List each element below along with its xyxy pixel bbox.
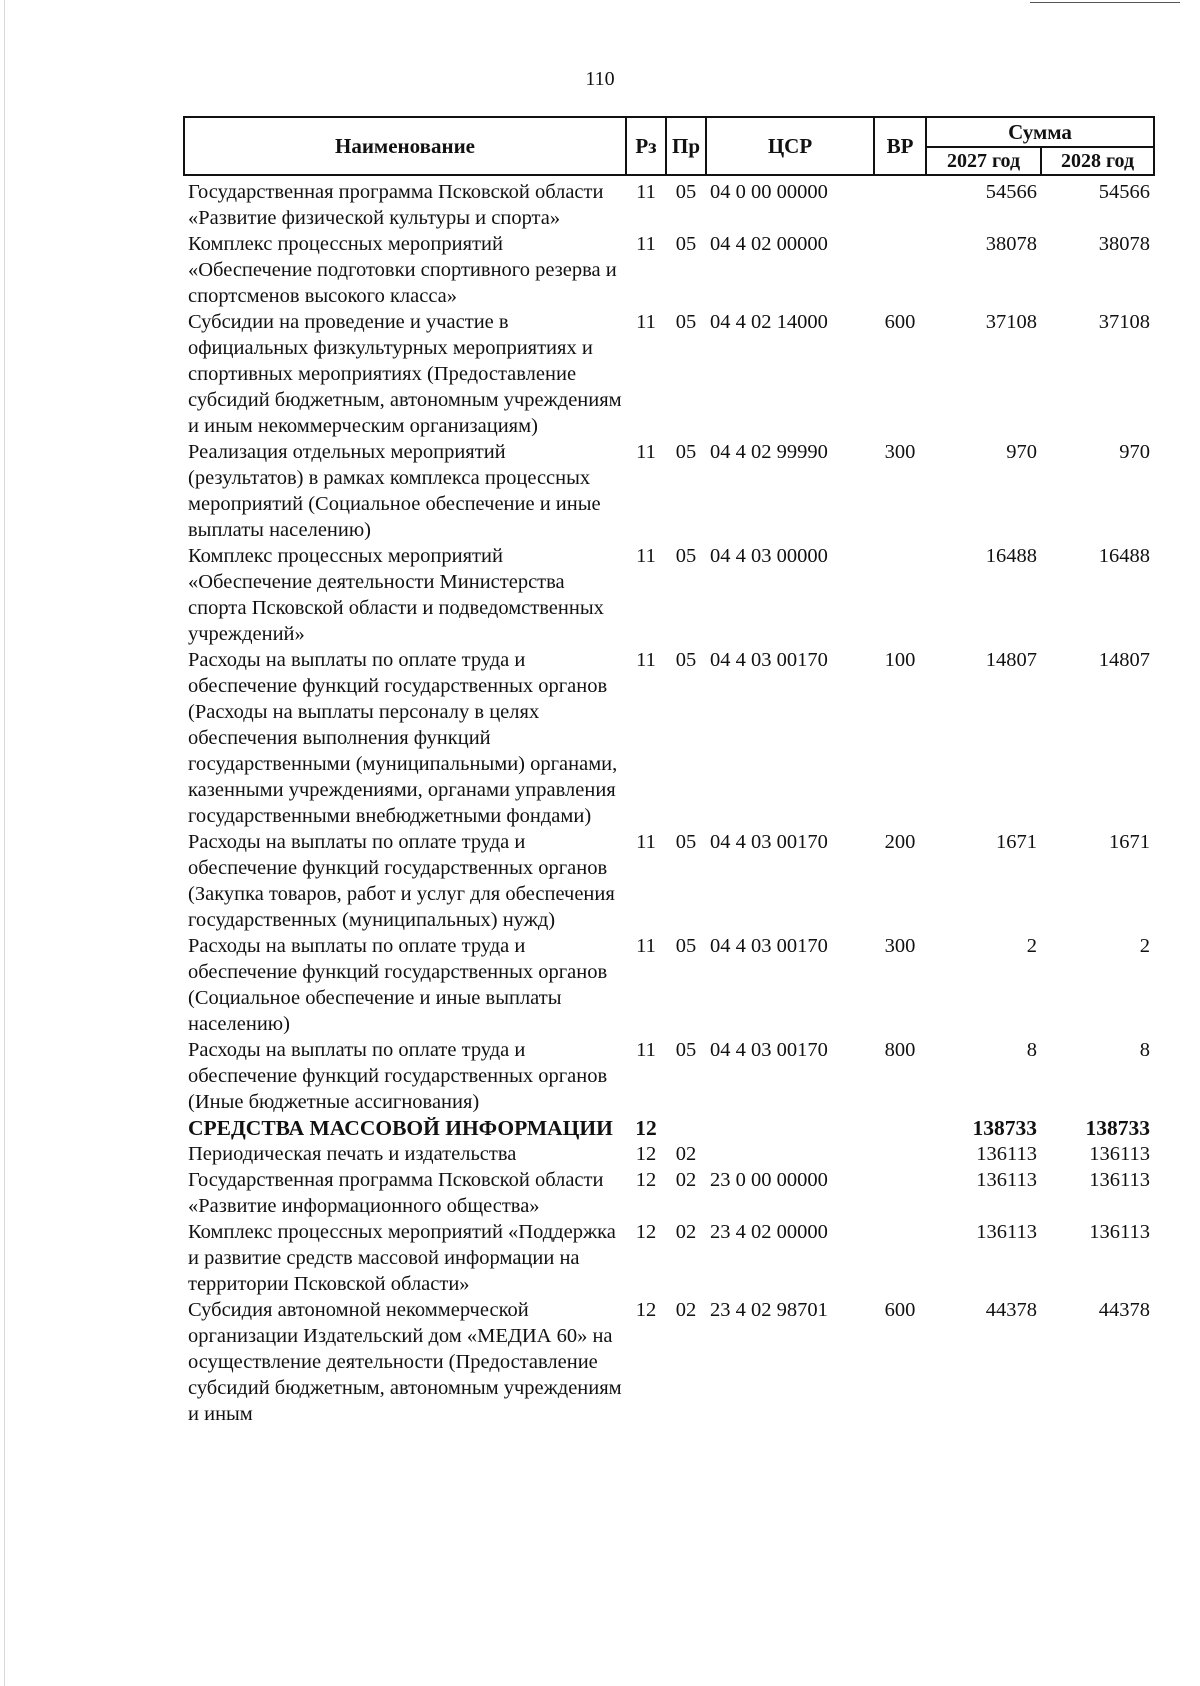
cell-pr: 02 — [675, 1299, 697, 1321]
header-year-2028: 2028 год — [1041, 147, 1154, 175]
cell-rz: 12 — [635, 1169, 657, 1191]
cell-rz: 11 — [636, 649, 656, 671]
cell-pr: 05 — [675, 545, 697, 567]
table-row — [184, 1037, 1154, 1115]
header-sum: Сумма — [926, 117, 1154, 147]
cell-name: СРЕДСТВА МАССОВОЙ ИНФОРМАЦИИ — [188, 1116, 613, 1140]
cell-name: Субсидии на проведение и участие в официальных физкультурных мероприятиях и спортивных мероприятиях (Предоставление субсидий бюджетным, автономным учреждениям и иным некоммерческим организациям) — [188, 311, 622, 437]
cell-csr — [706, 1141, 874, 1167]
header-csr: ЦСР — [706, 117, 874, 175]
cell-csr: 04 4 03 00170 — [710, 935, 828, 957]
cell-vr — [874, 231, 926, 309]
cell-rz: 12 — [635, 1143, 657, 1165]
cell-vr — [874, 1141, 926, 1167]
cell-year-2028: 54566 — [1098, 181, 1150, 203]
scan-top-line — [1030, 2, 1180, 3]
header-name: Наименование — [184, 117, 626, 175]
cell-year-2027: 136113 — [976, 1169, 1037, 1191]
cell-pr: 05 — [675, 311, 697, 333]
cell-rz: 11 — [636, 441, 656, 463]
cell-vr: 300 — [884, 935, 916, 957]
cell-year-2028: 136113 — [1089, 1221, 1150, 1243]
cell-year-2028: 38078 — [1098, 233, 1150, 255]
cell-rz: 12 — [635, 1221, 657, 1243]
cell-pr: 02 — [675, 1143, 697, 1165]
cell-pr: 05 — [675, 233, 697, 255]
cell-csr: 23 0 00 00000 — [710, 1169, 828, 1191]
cell-vr — [874, 543, 926, 647]
cell-name: Государственная программа Псковской области «Развитие физической культуры и спорта» — [188, 181, 604, 229]
cell-rz: 11 — [636, 545, 656, 567]
header-vr: ВР — [874, 117, 926, 175]
cell-csr — [706, 1115, 874, 1141]
cell-csr: 23 4 02 98701 — [710, 1299, 828, 1321]
cell-vr: 200 — [884, 831, 916, 853]
table-row — [184, 933, 1154, 1037]
cell-rz: 11 — [636, 233, 656, 255]
cell-year-2027: 136113 — [976, 1143, 1037, 1165]
cell-year-2028: 2 — [1139, 935, 1150, 957]
cell-csr: 04 4 03 00000 — [710, 545, 828, 567]
cell-year-2027: 1671 — [996, 831, 1037, 853]
cell-name: Расходы на выплаты по оплате труда и обеспечение функций государственных органов (Расходы на выплаты персоналу в целях обеспечения выполнения функций государственными (муниципальными) органами, казенными учреждениями, органами управления государственными внебюджетными фондами) — [188, 649, 618, 827]
table-row — [184, 543, 1154, 647]
table-row — [184, 647, 1154, 829]
cell-rz: 12 — [635, 1299, 657, 1321]
cell-pr: 05 — [675, 441, 697, 463]
cell-name: Комплекс процессных мероприятий «Поддержка и развитие средств массовой информации на территории Псковской области» — [188, 1221, 616, 1295]
header-pr: Пр — [666, 117, 706, 175]
cell-name: Расходы на выплаты по оплате труда и обеспечение функций государственных органов (Социальное обеспечение и иные выплаты населению) — [188, 935, 608, 1035]
cell-year-2027: 136113 — [976, 1221, 1037, 1243]
cell-vr: 300 — [884, 441, 916, 463]
cell-year-2028: 14807 — [1098, 649, 1150, 671]
cell-csr: 04 4 03 00170 — [710, 831, 828, 853]
cell-pr: 05 — [675, 1039, 697, 1061]
cell-pr: 05 — [675, 935, 697, 957]
cell-vr — [874, 1167, 926, 1219]
cell-vr — [874, 175, 926, 231]
header-rz: Рз — [626, 117, 666, 175]
cell-year-2028: 44378 — [1098, 1299, 1150, 1321]
cell-vr — [874, 1115, 926, 1141]
cell-year-2027: 970 — [1006, 441, 1037, 463]
cell-name: Периодическая печать и издательства — [188, 1143, 517, 1165]
cell-rz: 11 — [636, 831, 656, 853]
cell-rz: 11 — [636, 935, 656, 957]
cell-vr: 600 — [884, 1299, 916, 1321]
cell-year-2027: 2 — [1026, 935, 1037, 957]
cell-year-2028: 138733 — [1085, 1116, 1150, 1140]
cell-rz: 11 — [636, 1039, 656, 1061]
cell-csr: 04 4 02 99990 — [710, 441, 828, 463]
cell-csr: 04 4 02 00000 — [710, 233, 828, 255]
cell-name: Комплекс процессных мероприятий «Обеспечение деятельности Министерства спорта Псковской области и подведомственных учреждений» — [188, 545, 604, 645]
table-row — [184, 175, 1154, 231]
cell-pr: 05 — [675, 649, 697, 671]
cell-vr: 800 — [884, 1039, 916, 1061]
table-row — [184, 829, 1154, 933]
page-number: 110 — [585, 68, 615, 90]
header-year-2027: 2027 год — [926, 147, 1041, 175]
cell-pr: 05 — [675, 181, 697, 203]
table-row — [184, 1167, 1154, 1219]
cell-rz: 12 — [635, 1116, 657, 1140]
cell-pr: 02 — [675, 1221, 697, 1243]
cell-pr: 02 — [675, 1169, 697, 1191]
table-row — [184, 309, 1154, 439]
cell-vr: 600 — [884, 311, 916, 333]
table-header — [184, 117, 1154, 175]
cell-year-2027: 38078 — [985, 233, 1037, 255]
cell-pr — [666, 1115, 706, 1141]
cell-year-2027: 16488 — [985, 545, 1037, 567]
cell-year-2028: 136113 — [1089, 1169, 1150, 1191]
table-row — [184, 439, 1154, 543]
cell-year-2027: 138733 — [972, 1116, 1037, 1140]
table-body — [184, 175, 1154, 1427]
cell-year-2028: 37108 — [1098, 311, 1150, 333]
scan-edge-line — [4, 0, 5, 1686]
cell-name: Субсидия автономной некоммерческой организации Издательский дом «МЕДИА 60» на осуществление деятельности (Предоставление субсидий бюджетным, автономным учреждениям и иным — [188, 1299, 622, 1425]
cell-rz: 11 — [636, 181, 656, 203]
cell-year-2027: 54566 — [985, 181, 1037, 203]
cell-year-2027: 37108 — [985, 311, 1037, 333]
cell-pr: 05 — [675, 831, 697, 853]
cell-year-2028: 136113 — [1089, 1143, 1150, 1165]
table-row — [184, 1219, 1154, 1297]
cell-year-2027: 14807 — [985, 649, 1037, 671]
cell-vr — [874, 1219, 926, 1297]
cell-name: Расходы на выплаты по оплате труда и обеспечение функций государственных органов (Иные бюджетные ассигнования) — [188, 1039, 608, 1113]
cell-name: Расходы на выплаты по оплате труда и обеспечение функций государственных органов (Закупка товаров, работ и услуг для обеспечения государственных (муниципальных) нужд) — [188, 831, 615, 931]
cell-vr: 100 — [884, 649, 916, 671]
table-row — [184, 1141, 1154, 1167]
cell-year-2028: 16488 — [1098, 545, 1150, 567]
table-row — [184, 1115, 1154, 1141]
cell-year-2028: 8 — [1139, 1039, 1150, 1061]
cell-year-2028: 1671 — [1109, 831, 1150, 853]
cell-rz: 11 — [636, 311, 656, 333]
budget-table — [183, 116, 1155, 1427]
cell-csr: 04 0 00 00000 — [710, 181, 828, 203]
cell-csr: 23 4 02 00000 — [710, 1221, 828, 1243]
cell-csr: 04 4 03 00170 — [710, 1039, 828, 1061]
cell-name: Государственная программа Псковской области «Развитие информационного общества» — [188, 1169, 604, 1217]
table-row — [184, 231, 1154, 309]
cell-year-2028: 970 — [1119, 441, 1150, 463]
cell-csr: 04 4 03 00170 — [710, 649, 828, 671]
cell-csr: 04 4 02 14000 — [710, 311, 828, 333]
cell-year-2027: 8 — [1026, 1039, 1037, 1061]
cell-name: Реализация отдельных мероприятий (результатов) в рамках комплекса процессных мероприятий (Социальное обеспечение и иные выплаты населению) — [188, 441, 601, 541]
table-row — [184, 1297, 1154, 1427]
cell-year-2027: 44378 — [985, 1299, 1037, 1321]
cell-name: Комплекс процессных мероприятий «Обеспечение подготовки спортивного резерва и спортсменов высокого класса» — [188, 233, 617, 307]
